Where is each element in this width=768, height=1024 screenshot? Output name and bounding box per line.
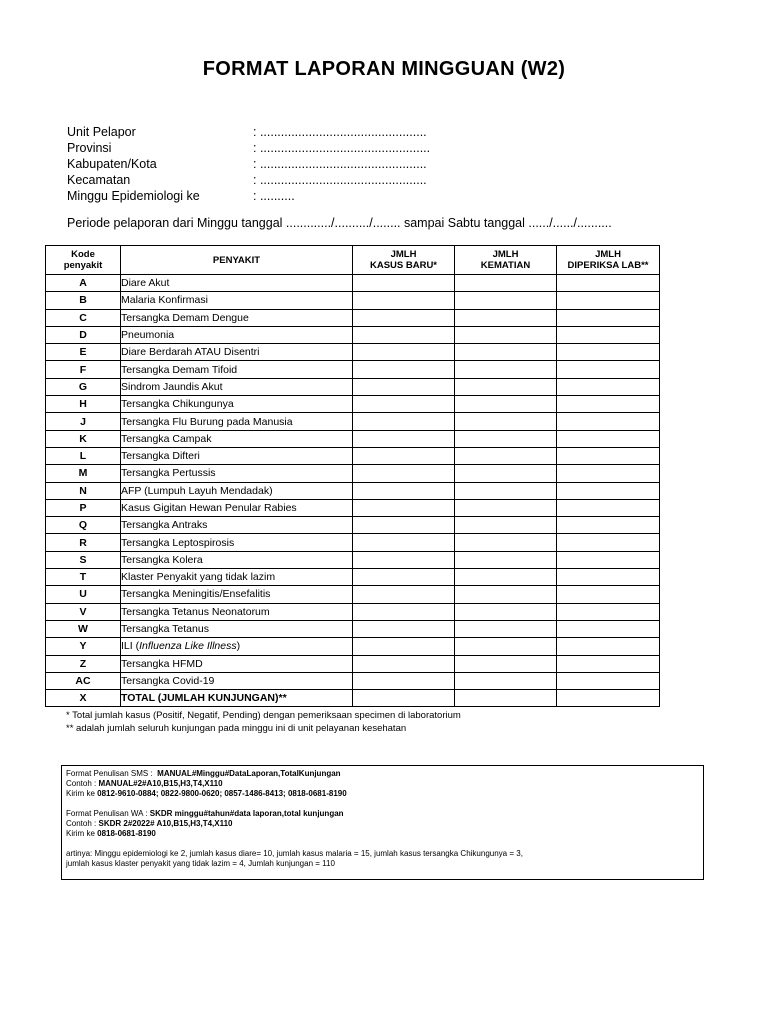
kasus-baru-cell[interactable] [353,378,455,395]
wa-format-label: Format Penulisan WA : [66,809,148,818]
diperiksa-lab-cell[interactable] [557,482,660,499]
table-row [46,517,660,534]
diperiksa-lab-cell[interactable] [557,672,660,689]
disease-name [121,396,353,413]
kasus-baru-cell[interactable] [353,326,455,343]
kematian-cell[interactable] [455,620,557,637]
kasus-baru-cell[interactable] [353,517,455,534]
disease-name-text: Tersangka Difteri [121,450,200,463]
header-kasus-baru: JMLH KASUS BARU* [353,246,455,275]
table-row [46,430,660,447]
disease-code: X [46,690,121,707]
disease-name [121,672,353,689]
table-row [46,690,660,707]
disease-name-text: Tersangka Tetanus Neonatorum [121,605,270,618]
disease-code: U [46,586,121,603]
footnote-2: ** adalah jumlah seluruh kunjungan pada minggu ini di unit pelayanan kesehatan [66,723,407,734]
disease-name [121,517,353,534]
disease-name-italic: Influenza Like Illness [139,640,237,653]
header-penyakit: PENYAKIT [121,246,353,275]
diperiksa-lab-cell[interactable] [557,655,660,672]
disease-code: C [46,309,121,326]
table-header-row [46,246,660,275]
kasus-baru-cell[interactable] [353,361,455,378]
diperiksa-lab-cell[interactable] [557,292,660,309]
diperiksa-lab-cell[interactable] [557,690,660,707]
disease-code: Q [46,517,121,534]
diperiksa-lab-cell[interactable] [557,534,660,551]
disease-name-text: Tersangka Antraks [121,519,208,532]
kasus-baru-cell[interactable] [353,430,455,447]
disease-name-text: Malaria Konfirmasi [121,294,208,307]
table-row [46,482,660,499]
info-row [67,140,430,156]
table-row [46,534,660,551]
disease-name-text: Tersangka Chikungunya [121,398,234,411]
disease-code: N [46,482,121,499]
meaning-line-2: jumlah kasus klaster penyakit yang tidak lazim = 4, Jumlah kunjungan = 110 [66,859,335,868]
disease-name-text: Kasus Gigitan Hewan Penular Rabies [121,502,297,514]
disease-name [121,569,353,586]
table-row [46,275,660,292]
table-row [46,292,660,309]
report-info [67,124,430,204]
kematian-cell[interactable] [455,482,557,499]
sms-format-label: Format Penulisan SMS : [66,769,153,778]
diperiksa-lab-cell[interactable] [557,517,660,534]
kematian-cell[interactable] [455,517,557,534]
kematian-cell[interactable] [455,655,557,672]
disease-name-text: Tersangka Flu Burung pada Manusia [121,415,293,428]
table-row [46,447,660,464]
wa-example-label: Contoh : [66,819,97,828]
sms-numbers: 0812-9610-0884; 0822-9800-0620; 0857-1486-8413; 0818-0681-8190 [97,789,347,798]
disease-code: B [46,292,121,309]
table-row [46,465,660,482]
disease-name-text: Klaster Penyakit yang tidak lazim [121,571,276,584]
sms-send-label: Kirim ke [66,789,95,798]
disease-name-text: Tersangka Covid-19 [121,674,215,687]
disease-name-text: Pneumonia [121,329,175,342]
kasus-baru-cell[interactable] [353,413,455,430]
disease-name-text: Diare Berdarah ATAU Disentri [121,346,260,359]
disease-code: W [46,620,121,637]
info-value: : ................................................ [253,157,427,171]
header-kode: Kode penyakit [46,246,121,275]
wa-send-label: Kirim ke [66,829,95,838]
sms-format: MANUAL#Minggu#DataLaporan,TotalKunjungan [157,769,341,778]
page-title: FORMAT LAPORAN MINGGUAN (W2) [202,58,566,80]
disease-name-text: Tersangka Demam Dengue [121,311,249,324]
info-label: Minggu Epidemiologi ke [67,189,200,203]
kematian-cell[interactable] [455,275,557,292]
disease-name [121,378,353,395]
disease-name [121,534,353,551]
kasus-baru-cell[interactable] [353,482,455,499]
meaning-line-1: artinya: Minggu epidemiologi ke 2, jumlah kasus diare= 10, jumlah kasus malaria = 15, jumlah kasus tersangka Chikungunya = 3, [66,849,523,858]
disease-name [121,344,353,361]
diperiksa-lab-cell[interactable] [557,378,660,395]
disease-name [121,326,353,343]
disease-name [121,655,353,672]
disease-name [121,275,353,292]
disease-code: D [46,326,121,343]
disease-name-text: Tersangka HFMD [121,657,203,670]
kasus-baru-cell[interactable] [353,690,455,707]
disease-name-text: AFP (Lumpuh Layuh Mendadak) [121,484,273,497]
kasus-baru-cell[interactable] [353,447,455,464]
disease-code: L [46,447,121,464]
disease-name-text: Tersangka Kolera [121,553,203,566]
disease-code: F [46,361,121,378]
disease-name-text: Tersangka Demam Tifoid [121,363,238,376]
diperiksa-lab-cell[interactable] [557,638,660,655]
diperiksa-lab-cell[interactable] [557,620,660,637]
disease-name [121,447,353,464]
disease-code: A [46,275,121,292]
table-row [46,344,660,361]
kematian-cell[interactable] [455,672,557,689]
diperiksa-lab-cell[interactable] [557,326,660,343]
disease-code: J [46,413,121,430]
table-row [46,586,660,603]
kasus-baru-cell[interactable] [353,655,455,672]
disease-name [121,292,353,309]
kematian-cell[interactable] [455,326,557,343]
kematian-cell[interactable] [455,569,557,586]
diperiksa-lab-cell[interactable] [557,309,660,326]
disease-code: Z [46,655,121,672]
table-row [46,551,660,568]
kematian-cell[interactable] [455,447,557,464]
info-label: Kecamatan [67,173,131,187]
header-diperiksa-lab: JMLH DIPERIKSA LAB** [557,246,660,275]
table-row [46,655,660,672]
kematian-cell[interactable] [455,413,557,430]
kematian-cell[interactable] [455,603,557,620]
diperiksa-lab-cell[interactable] [557,586,660,603]
disease-name [121,551,353,568]
footnote-1: * Total jumlah kasus (Positif, Negatif, Pending) dengan pemeriksaan specimen di laboratorium [66,710,461,721]
disease-name-text: Tersangka Meningitis/Ensefalitis [121,588,271,601]
info-value: : .......... [253,189,295,203]
kasus-baru-cell[interactable] [353,396,455,413]
diperiksa-lab-cell[interactable] [557,275,660,292]
disease-name [121,586,353,603]
disease-name [121,482,353,499]
disease-code: R [46,534,121,551]
kasus-baru-cell[interactable] [353,672,455,689]
info-value: : ................................................ [253,173,427,187]
diperiksa-lab-cell[interactable] [557,551,660,568]
kematian-cell[interactable] [455,344,557,361]
kasus-baru-cell[interactable] [353,309,455,326]
wa-example: SKDR 2#2022# A10,B15,H3,T4,X110 [98,819,233,828]
diperiksa-lab-cell[interactable] [557,361,660,378]
footnotes [66,709,461,735]
diperiksa-lab-cell[interactable] [557,344,660,361]
disease-code: AC [46,672,121,689]
disease-code: E [46,344,121,361]
kasus-baru-cell[interactable] [353,275,455,292]
kematian-cell[interactable] [455,292,557,309]
disease-code: G [46,378,121,395]
table-row [46,672,660,689]
kematian-cell[interactable] [455,551,557,568]
table-row [46,413,660,430]
diperiksa-lab-cell[interactable] [557,413,660,430]
disease-name-text: Diare Akut [121,277,170,290]
disease-code: H [46,396,121,413]
disease-name-text: Tersangka Campak [121,432,212,445]
table-row [46,620,660,637]
disease-name-text: Tersangka Pertussis [121,467,216,480]
wa-number: 0818-0681-8190 [97,829,156,838]
diperiksa-lab-cell[interactable] [557,396,660,413]
disease-name [121,361,353,378]
disease-name [121,603,353,620]
table-row [46,326,660,343]
disease-code: T [46,569,121,586]
kasus-baru-cell[interactable] [353,586,455,603]
diperiksa-lab-cell[interactable] [557,569,660,586]
disease-code: S [46,551,121,568]
diperiksa-lab-cell[interactable] [557,499,660,516]
disease-name: ILI (Influenza Like Illness) [121,638,353,655]
disease-name-text: TOTAL (JUMLAH KUNJUNGAN)** [121,692,287,705]
kematian-cell[interactable] [455,309,557,326]
kematian-cell[interactable] [455,396,557,413]
kematian-cell[interactable] [455,534,557,551]
kasus-baru-cell[interactable] [353,620,455,637]
disease-code: Y [46,638,121,655]
table-row [46,603,660,620]
table-row [46,309,660,326]
disease-name [121,309,353,326]
table-row [46,569,660,586]
disease-name [121,620,353,637]
kematian-cell[interactable] [455,361,557,378]
header-kematian: JMLH KEMATIAN [455,246,557,275]
disease-name [121,499,353,516]
kematian-cell[interactable] [455,499,557,516]
info-row [67,124,430,140]
disease-code: K [46,430,121,447]
kasus-baru-cell[interactable] [353,638,455,655]
diperiksa-lab-cell[interactable] [557,603,660,620]
diperiksa-lab-cell[interactable] [557,447,660,464]
kematian-cell[interactable] [455,378,557,395]
info-label: Unit Pelapor [67,125,136,139]
table-row [46,396,660,413]
disease-code: M [46,465,121,482]
sms-example: MANUAL#2#A10,B15,H3,T4,X110 [98,779,223,788]
submission-instructions-box [61,765,704,880]
kasus-baru-cell[interactable] [353,603,455,620]
disease-code: P [46,499,121,516]
wa-format: SKDR minggu#tahun#data laporan,total kunjungan [149,809,344,818]
kasus-baru-cell[interactable] [353,344,455,361]
info-value: : ................................................. [253,141,431,155]
disease-name [121,413,353,430]
kematian-cell[interactable] [455,430,557,447]
kasus-baru-cell[interactable] [353,534,455,551]
table-row [46,361,660,378]
kasus-baru-cell[interactable] [353,551,455,568]
info-value: : ................................................ [253,125,427,139]
kematian-cell[interactable] [455,690,557,707]
diperiksa-lab-cell[interactable] [557,465,660,482]
kasus-baru-cell[interactable] [353,465,455,482]
reporting-period: Periode pelaporan dari Minggu tanggal ............./........../........ sampai Sabtu tanggal ....../....../.......... [67,216,612,230]
table-row [46,499,660,516]
info-row [67,172,430,188]
kasus-baru-cell[interactable] [353,292,455,309]
info-label: Kabupaten/Kota [67,157,157,171]
disease-name [121,465,353,482]
disease-table [45,245,660,707]
diperiksa-lab-cell[interactable] [557,430,660,447]
kematian-cell[interactable] [455,586,557,603]
disease-code: V [46,603,121,620]
disease-name-text: Tersangka Tetanus [121,623,209,636]
kematian-cell[interactable] [455,465,557,482]
disease-name-text: ILI [121,640,133,653]
disease-name [121,690,353,707]
info-label: Provinsi [67,141,112,155]
info-row [67,188,430,204]
info-row [67,156,430,172]
disease-name [121,430,353,447]
disease-name-text: Sindrom Jaundis Akut [121,380,223,393]
kasus-baru-cell[interactable] [353,499,455,516]
table-row [46,638,660,655]
sms-example-label: Contoh : [66,779,97,788]
kematian-cell[interactable] [455,638,557,655]
table-row [46,378,660,395]
disease-name-text: Tersangka Leptospirosis [121,536,235,549]
kasus-baru-cell[interactable] [353,569,455,586]
